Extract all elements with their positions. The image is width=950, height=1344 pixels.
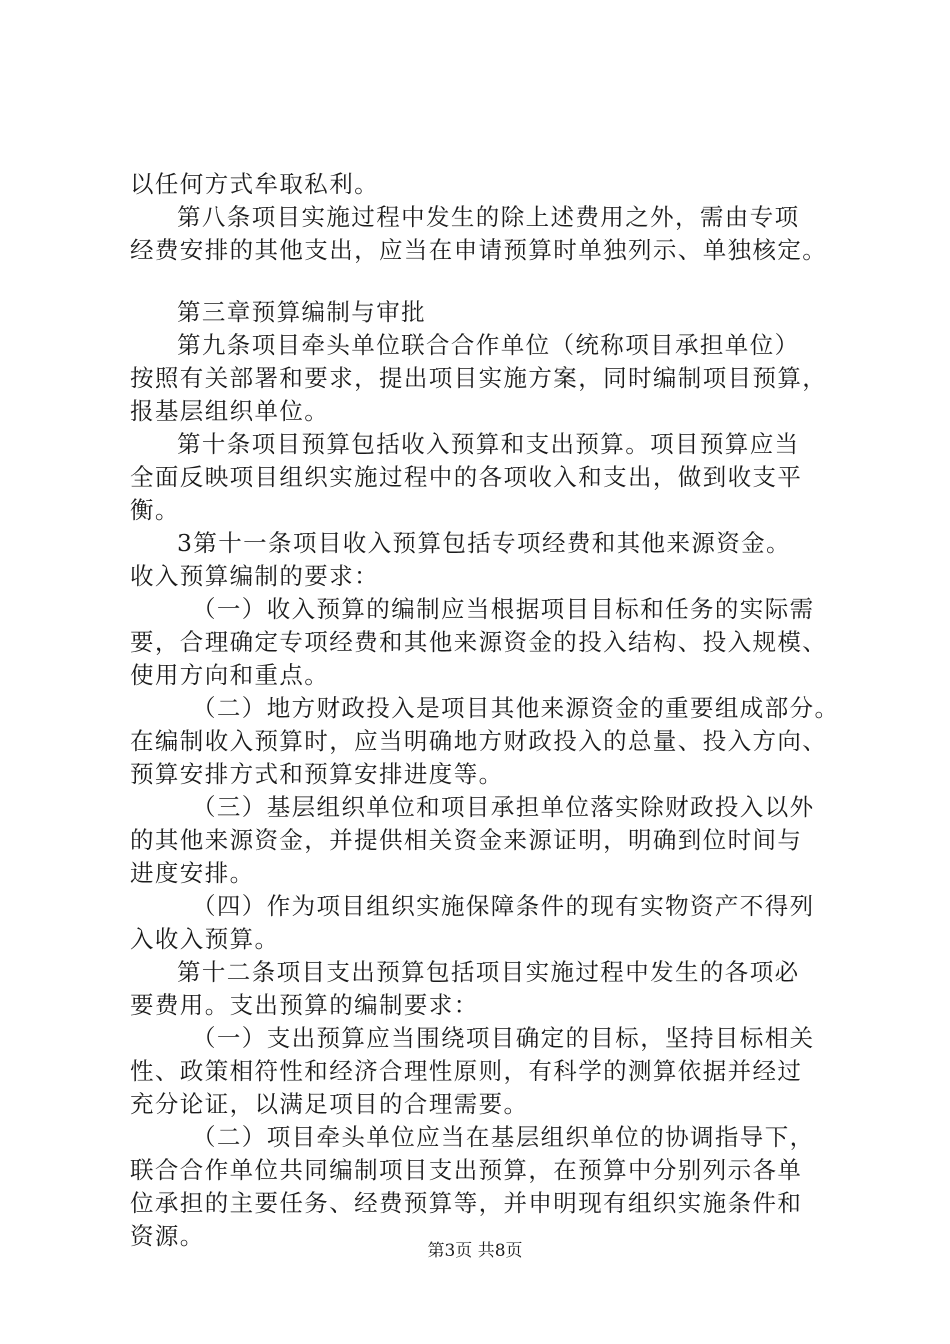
text-line: 收入预算编制的要求： [130,562,379,590]
text-line: 资源。 [130,1222,205,1250]
text-line: 使用方向和重点。 [130,661,330,689]
text-line: 衡。 [130,496,180,524]
text-line: 第八条项目实施过程中发生的除上述费用之外，需由专项 [177,203,800,231]
text-line: 在编制收入预算时，应当明确地方财政投入的总量、投入方向、 [130,727,828,755]
text-line: 第十条项目预算包括收入预算和支出预算。项目预算应当 [177,430,800,458]
text-line: 的其他来源资金，并提供相关资金来源证明，明确到位时间与 [130,826,803,854]
text-line: 按照有关部署和要求，提出项目实施方案，同时编制项目预算， [130,364,828,392]
document-body [130,168,850,1253]
text-line: 报基层组织单位。 [130,397,330,425]
text-line: 全面反映项目组织实施过程中的各项收入和支出，做到收支平 [130,463,803,491]
text-line: 性、政策相符性和经济合理性原则，有科学的测算依据并经过 [130,1057,803,1085]
text-line: （一）支出预算应当围绕项目确定的目标，坚持目标相关 [192,1024,815,1052]
text-line: （三）基层组织单位和项目承担单位落实除财政投入以外 [192,793,815,821]
text-line: （一）收入预算的编制应当根据项目目标和任务的实际需 [192,595,815,623]
text-line: 要费用。支出预算的编制要求： [130,991,479,1019]
text-line: 3第十一条项目收入预算包括专项经费和其他来源资金。 [177,529,791,557]
text-line: （二）项目牵头单位应当在基层组织单位的协调指导下， [192,1123,815,1151]
text-line: 进度安排。 [130,859,255,887]
text-line: （二）地方财政投入是项目其他来源资金的重要组成部分。 [192,694,840,722]
text-line: 预算安排方式和预算安排进度等。 [130,760,504,788]
text-line: 经费安排的其他支出，应当在申请预算时单独列示、单独核定。 [130,236,828,264]
text-line: 以任何方式牟取私利。 [130,170,379,198]
page-number-footer: 第3页 共8页 [427,1241,523,1261]
paragraph-gap [130,267,850,296]
chapter-heading: 第三章预算编制与审批 [177,298,426,326]
text-line: 第十二条项目支出预算包括项目实施过程中发生的各项必 [177,958,800,986]
text-line: 位承担的主要任务、经费预算等，并申明现有组织实施条件和 [130,1189,803,1217]
text-line: 充分论证，以满足项目的合理需要。 [130,1090,529,1118]
text-line: 要，合理确定专项经费和其他来源资金的投入结构、投入规模、 [130,628,828,656]
text-line: （四）作为项目组织实施保障条件的现有实物资产不得列 [192,892,815,920]
text-line: 入收入预算。 [130,925,280,953]
text-line: 第九条项目牵头单位联合合作单位（统称项目承担单位） [177,331,800,359]
text-line: 联合合作单位共同编制项目支出预算，在预算中分别列示各单 [130,1156,803,1184]
